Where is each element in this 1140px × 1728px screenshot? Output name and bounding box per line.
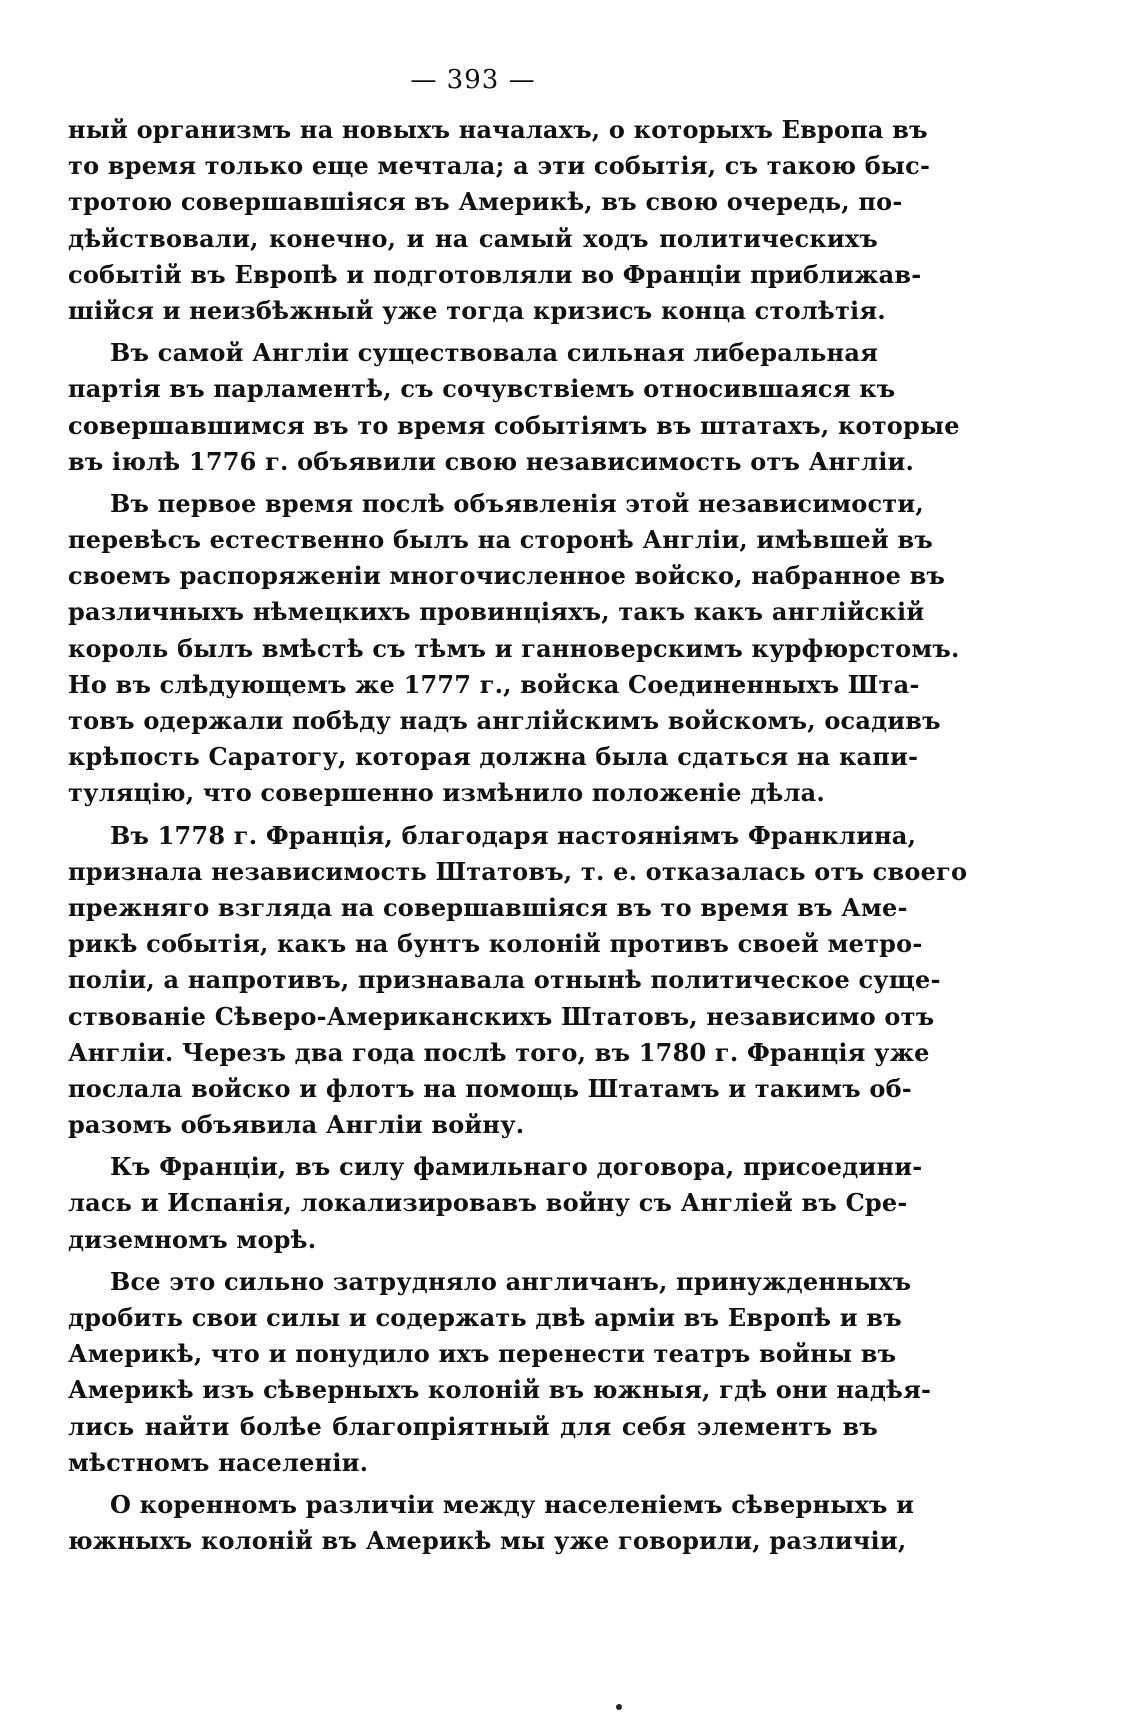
text-line: перевѣсъ естественно былъ на сторонѣ Англіи, имѣвшей въ — [68, 525, 933, 555]
text-line: лась и Испанія, локализировавъ войну съ Англіей въ Сре- — [68, 1188, 908, 1218]
text-line: шійся и неизбѣжный уже тогда кризисъ конца столѣтія. — [68, 295, 886, 325]
text-line: дробить свои силы и содержать двѣ арміи въ Европѣ и въ — [68, 1303, 902, 1332]
text-line: событій въ Европѣ и подготовляли во Франціи приближав- — [68, 259, 922, 289]
text-line: партія въ парламентѣ, съ сочувствіемъ относившаяся къ — [68, 374, 896, 404]
text-line: товъ одержали побѣду надъ англійскимъ войскомъ, осадивъ — [68, 706, 941, 735]
text-line: ный организмъ на новыхъ началахъ, о которыхъ Европа въ — [68, 115, 928, 144]
text-line: различныхъ нѣмецкихъ провинціяхъ, такъ какъ англійскій — [68, 597, 925, 627]
text-line: признала независимость Штатовъ, т. е. отказалась отъ своего — [68, 856, 968, 886]
text-line: ствованіе Сѣверо-Американскихъ Штатовъ, независимо отъ — [68, 1001, 935, 1031]
text-line: Америкѣ изъ сѣверныхъ колоній въ южныя, гдѣ они надѣя- — [68, 1375, 932, 1405]
text-line: О коренномъ различіи между населеніемъ сѣверныхъ и — [110, 1489, 915, 1519]
text-line: послала войско и флотъ на помощь Штатамъ и такимъ об- — [68, 1073, 912, 1103]
text-line: мѣстномъ населеніи. — [68, 1447, 369, 1477]
paragraph — [68, 335, 960, 480]
paragraph — [68, 818, 968, 1144]
text-line: дѣйствовали, конечно, и на самый ходъ политическихъ — [68, 223, 878, 253]
text-line: Англіи. Черезъ два года послѣ того, въ 1780 г. Франція уже — [68, 1037, 930, 1067]
paragraph — [68, 112, 931, 329]
text-line: разомъ объявила Англіи войну. — [68, 1110, 525, 1140]
text-line: рикѣ событія, какъ на бунтъ колоній противъ своей метро- — [68, 929, 923, 959]
text-line: Все это сильно затрудняло англичанъ, принужденныхъ — [110, 1266, 912, 1296]
text-line: то время только еще мечтала; а эти событія, съ такою быс- — [68, 151, 931, 181]
text-line: Въ самой Англіи существовала сильная либеральная — [110, 338, 878, 368]
paragraph — [68, 1149, 923, 1258]
text-line: въ іюлѣ 1776 г. объявили свою независимость отъ Англіи. — [68, 446, 915, 476]
text-line: король былъ вмѣстѣ съ тѣмъ и ганноверскимъ курфюрстомъ. — [68, 633, 960, 663]
text-line: Но въ слѣдующемъ же 1777 г., войска Соединенныхъ Шта- — [68, 669, 920, 699]
text-line: Америкѣ, что и понудило ихъ перенести театръ войны въ — [68, 1339, 897, 1369]
text-line: крѣпость Саратогу, которая должна была сдаться на капи- — [68, 742, 919, 772]
paragraph — [68, 1264, 932, 1481]
body-text — [68, 112, 968, 1559]
text-line: своемъ распоряженіи многочисленное войско, набранное въ — [68, 561, 946, 591]
text-line: поліи, а напротивъ, признавала отнынѣ политическое суще- — [68, 965, 941, 995]
text-line: тротою совершавшіяся въ Америкѣ, въ свою очередь, по- — [68, 187, 903, 217]
text-line: совершавшимся въ то время событіямъ въ штатахъ, которые — [68, 410, 960, 440]
text-line: Въ 1778 г. Франція, благодаря настояніямъ Франклина, — [110, 820, 917, 850]
text-line: Въ первое время послѣ объявленія этой независимости, — [110, 488, 924, 518]
text-line: прежняго взгляда на совершавшіяся въ то время въ Аме- — [68, 892, 908, 922]
text-line: диземномъ морѣ. — [68, 1224, 317, 1254]
print-dot-mark — [616, 1704, 622, 1710]
text-line: туляцію, что совершенно измѣнило положеніе дѣла. — [68, 778, 825, 808]
text-line: южныхъ колоній въ Америкѣ мы уже говорили, различіи, — [68, 1526, 907, 1556]
paragraph — [68, 486, 960, 812]
text-line: лись найти болѣе благопріятный для себя элементъ въ — [68, 1411, 878, 1441]
page-number: — 393 — — [410, 65, 536, 95]
text-line: Къ Франціи, въ силу фамильнаго договора, присоедини- — [110, 1152, 923, 1182]
paragraph — [68, 1487, 915, 1559]
